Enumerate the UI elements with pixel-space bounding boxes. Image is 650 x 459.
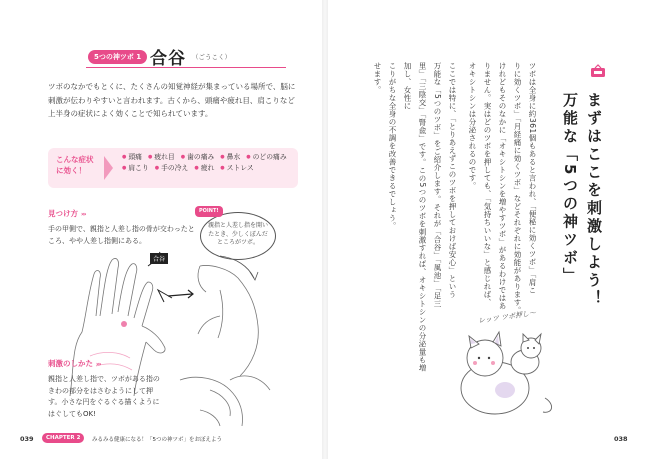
symptom-item: ● 鼻水 — [220, 152, 240, 163]
symptom-item: ● 歯の痛み — [181, 152, 215, 163]
right-title-line2: 万能な「5つの神ツボ」 — [561, 92, 579, 286]
body-column: りません。実はどのツボを押しても、「気持ちいいな」と感じれば、 — [483, 62, 492, 307]
symptom-item: ● 疲れ — [194, 163, 214, 174]
point-text: 親指と人差し指を開いたとき、少しくぼんだところがツボ。 — [207, 222, 268, 246]
stim-text: 親指と人差し指で、ツボがある指のきわの部分をはさむようにして押す。小さな円をぐるぐる描くようにはぐしてもOK! — [48, 375, 160, 418]
find-text: 手の甲側で、親指と人差し指の骨が交わったところ、やや人差し指側にある。 — [48, 225, 195, 245]
body-column: ツボは全身に約361個もあると言われ、「便秘に効くツボ」「肩こ — [528, 62, 537, 295]
title-underline — [86, 67, 286, 68]
arrow-icon: ››› — [96, 361, 101, 368]
symptoms-heading: こんな症状に効く！ — [56, 155, 94, 175]
symptoms-list — [122, 152, 294, 173]
body-column: ここでは特に、「とりあえずこのツボを押しておけば安心」という — [448, 62, 457, 299]
tsubo-reading: （ごうこく） — [192, 53, 231, 61]
hand-point-label: 合谷 — [150, 253, 168, 264]
chevron-right-icon — [104, 156, 113, 180]
body-column: こりがちな全身の不調を改善できるでしょう。 — [388, 62, 397, 230]
hand-press-illustration — [170, 360, 280, 430]
body-column: 里」「三陰交」「腎兪」です。この5つのツボを刺激すれば、オキシトシンの分泌量も増 — [418, 62, 427, 372]
chapter-tag: CHAPTER 2 — [42, 433, 84, 443]
body-column: けれどもそのなかに「オキシトシンを増やすツボ」があるわけではあ — [498, 62, 507, 310]
stim-heading — [48, 358, 100, 369]
symptom-item: ● のどの痛み — [246, 152, 286, 163]
point-label: POINT! — [195, 206, 223, 217]
cat-illustration — [455, 318, 560, 418]
intro-text: ツボのなかでもとくに、たくさんの知覚神経が集まっている場所で、脳に刺激が伝わりやすいと言われます。古くから、頭痛や疲れ目、肩こりなど上半身の症状によく効くことで知られています。 — [48, 82, 296, 118]
arrow-icon: ››› — [81, 211, 86, 218]
body-column: りに効くツボ」「月経痛に効くツボ」などそれぞれに効能があります。 — [513, 62, 522, 315]
page-number-right: 038 — [614, 435, 628, 443]
cat-caption: レッツ ツボ押し～ — [477, 308, 537, 326]
symptoms-box — [48, 148, 298, 188]
right-title-line1: まずはここを刺激しよう！ — [585, 92, 603, 308]
chapter-text: みるみる健康になる！「5つの神ツボ」をおぼえよう — [92, 437, 223, 443]
tsubo-number-tag: 5つの神ツボ 1 — [88, 50, 147, 64]
sign-icon — [590, 64, 606, 78]
stim-heading-label: 刺激のしかた — [48, 359, 93, 368]
body-column: 加し、女性に — [403, 62, 412, 110]
body-column: 万能な「5つのツボ」をご紹介します。それが「合谷」「風池」「足三 — [433, 62, 442, 308]
find-heading-label: 見つけ方 — [48, 209, 78, 218]
symptom-item: ● 手の冷え — [155, 163, 189, 174]
page-number-left: 039 — [20, 435, 34, 443]
body-column: オキシトシンは分泌されるのです。 — [468, 62, 477, 190]
body-column: せます。 — [373, 62, 382, 94]
symptom-item: ● 肩こり — [122, 163, 149, 174]
tsubo-title: 合谷 — [150, 49, 186, 69]
symptom-item: ● ストレス — [220, 163, 253, 174]
symptom-item: ● 疲れ目 — [148, 152, 175, 163]
symptom-item: ● 頭痛 — [122, 152, 142, 163]
find-heading — [48, 208, 85, 219]
